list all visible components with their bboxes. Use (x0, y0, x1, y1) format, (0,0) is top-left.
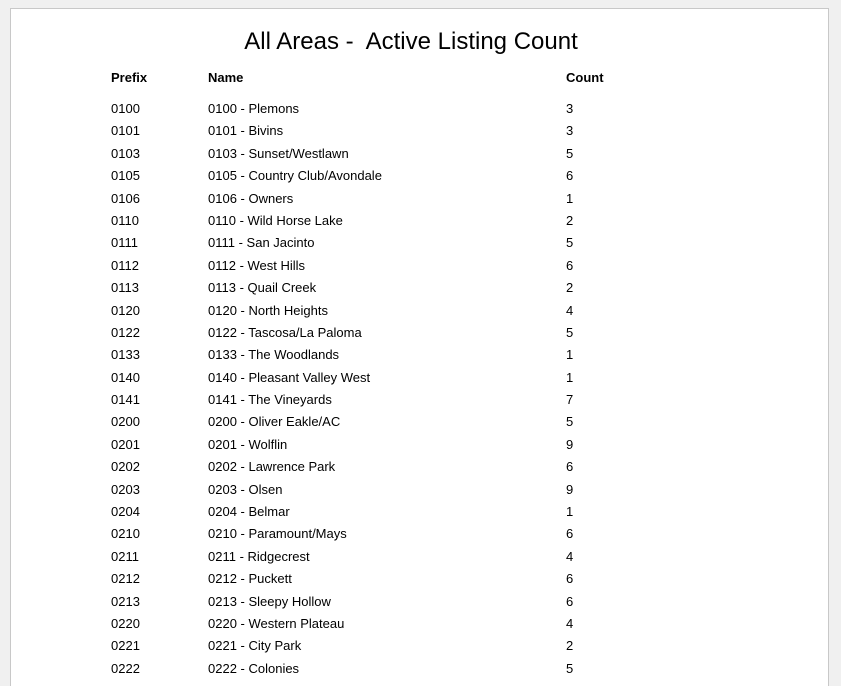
prefix-cell: 0221 (111, 638, 140, 654)
prefix-cell: 0100 (111, 101, 140, 116)
count-cell: 2 (566, 638, 574, 654)
table-row (11, 571, 830, 593)
prefix-cell: 0141 (111, 392, 140, 408)
prefix-cell: 0210 (111, 526, 140, 542)
prefix-cell: 0103 (111, 145, 140, 161)
count-cell: 6 (566, 257, 574, 273)
count-cell: 4 (566, 548, 574, 564)
name-cell: 0105 - Country Club/Avondale (208, 168, 382, 184)
table-row (11, 123, 830, 145)
count-cell: 1 (566, 347, 574, 363)
name-cell: 0100 - Plemons (208, 101, 300, 116)
name-cell: 0200 - Oliver Eakle/AC (208, 414, 341, 430)
name-cell: 0210 - Paramount/Mays (208, 526, 347, 542)
table-row (11, 638, 830, 660)
count-cell: 6 (566, 459, 574, 475)
count-cell: 5 (566, 324, 574, 340)
prefix-cell: 0133 (111, 347, 140, 363)
count-cell: 9 (566, 481, 574, 497)
table-row (11, 303, 830, 325)
prefix-cell: 0110 (111, 212, 139, 228)
table-row (11, 325, 830, 347)
table-row (11, 594, 830, 616)
prefix-cell: 0200 (111, 414, 140, 430)
name-cell: 0111 - San Jacinto (208, 235, 315, 251)
count-cell: 4 (566, 615, 574, 631)
name-cell: 0101 - Bivins (208, 123, 284, 139)
column-header-name: Name (208, 70, 244, 85)
count-cell: 6 (566, 571, 574, 587)
count-cell: 6 (566, 168, 574, 184)
name-cell: 0220 - Western Plateau (208, 615, 345, 631)
count-cell: 4 (566, 302, 574, 318)
prefix-cell: 0113 (111, 280, 139, 296)
prefix-cell: 0211 (111, 548, 139, 564)
table-row (11, 370, 830, 392)
table-row (11, 168, 830, 190)
prefix-cell: 0106 (111, 190, 140, 206)
prefix-cell: 0220 (111, 615, 140, 631)
name-cell: 0110 - Wild Horse Lake (208, 212, 343, 228)
name-cell: 0213 - Sleepy Hollow (208, 593, 331, 609)
count-cell: 1 (566, 190, 574, 206)
prefix-cell: 0105 (111, 168, 140, 184)
table-row (11, 258, 830, 280)
table-row (11, 504, 830, 526)
name-cell: 0201 - Wolflin (208, 436, 288, 452)
name-cell: 0141 - The Vineyards (208, 392, 332, 408)
count-cell: 6 (566, 526, 574, 542)
count-cell: 1 (566, 504, 574, 520)
count-cell: 2 (566, 212, 574, 228)
table-row (11, 146, 830, 168)
report-page (10, 8, 829, 686)
prefix-cell: 0201 (111, 436, 140, 452)
count-cell: 5 (566, 235, 574, 251)
prefix-cell: 0122 (111, 324, 140, 340)
prefix-cell: 0120 (111, 302, 140, 318)
name-cell: 0106 - Owners (208, 190, 294, 206)
table-row (11, 459, 830, 481)
count-cell: 3 (566, 101, 574, 116)
listing-table-body (11, 101, 830, 683)
name-cell: 0122 - Tascosa/La Paloma (208, 324, 362, 340)
count-cell: 7 (566, 392, 574, 408)
table-row (11, 661, 830, 683)
count-cell: 3 (566, 123, 574, 139)
name-cell: 0103 - Sunset/Westlawn (208, 145, 349, 161)
prefix-cell: 0213 (111, 593, 140, 609)
name-cell: 0222 - Colonies (208, 660, 300, 676)
table-row (11, 526, 830, 548)
prefix-cell: 0203 (111, 481, 140, 497)
prefix-cell: 0202 (111, 459, 140, 475)
table-row (11, 616, 830, 638)
prefix-cell: 0101 (111, 123, 140, 139)
name-cell: 0133 - The Woodlands (208, 347, 340, 363)
report-title: All Areas - Active Listing Count (244, 28, 578, 55)
table-row (11, 191, 830, 213)
name-cell: 0211 - Ridgecrest (208, 548, 310, 564)
prefix-cell: 0204 (111, 504, 140, 520)
count-cell: 5 (566, 414, 574, 430)
name-cell: 0113 - Quail Creek (208, 280, 317, 296)
table-row (11, 280, 830, 302)
prefix-cell: 0111 (111, 235, 138, 251)
name-cell: 0140 - Pleasant Valley West (208, 369, 371, 385)
name-cell: 0221 - City Park (208, 638, 302, 654)
table-row (11, 347, 830, 369)
table-row (11, 213, 830, 235)
count-cell: 6 (566, 593, 574, 609)
table-row (11, 549, 830, 571)
table-row (11, 437, 830, 459)
prefix-cell: 0112 (111, 257, 139, 273)
name-cell: 0120 - North Heights (208, 302, 328, 318)
count-cell: 5 (566, 660, 574, 676)
name-cell: 0203 - Olsen (208, 481, 283, 497)
table-row (11, 482, 830, 504)
table-row (11, 392, 830, 414)
count-cell: 2 (566, 280, 574, 296)
count-cell: 5 (566, 145, 574, 161)
name-cell: 0112 - West Hills (208, 257, 306, 273)
column-header-prefix: Prefix (111, 70, 148, 85)
count-cell: 1 (566, 369, 574, 385)
table-row (11, 414, 830, 436)
count-cell: 9 (566, 436, 574, 452)
table-row (11, 101, 830, 123)
prefix-cell: 0222 (111, 660, 140, 676)
prefix-cell: 0140 (111, 369, 140, 385)
column-header-count: Count (566, 70, 604, 85)
name-cell: 0202 - Lawrence Park (208, 459, 336, 475)
name-cell: 0212 - Puckett (208, 571, 292, 587)
prefix-cell: 0212 (111, 571, 140, 587)
table-row (11, 235, 830, 257)
name-cell: 0204 - Belmar (208, 504, 290, 520)
